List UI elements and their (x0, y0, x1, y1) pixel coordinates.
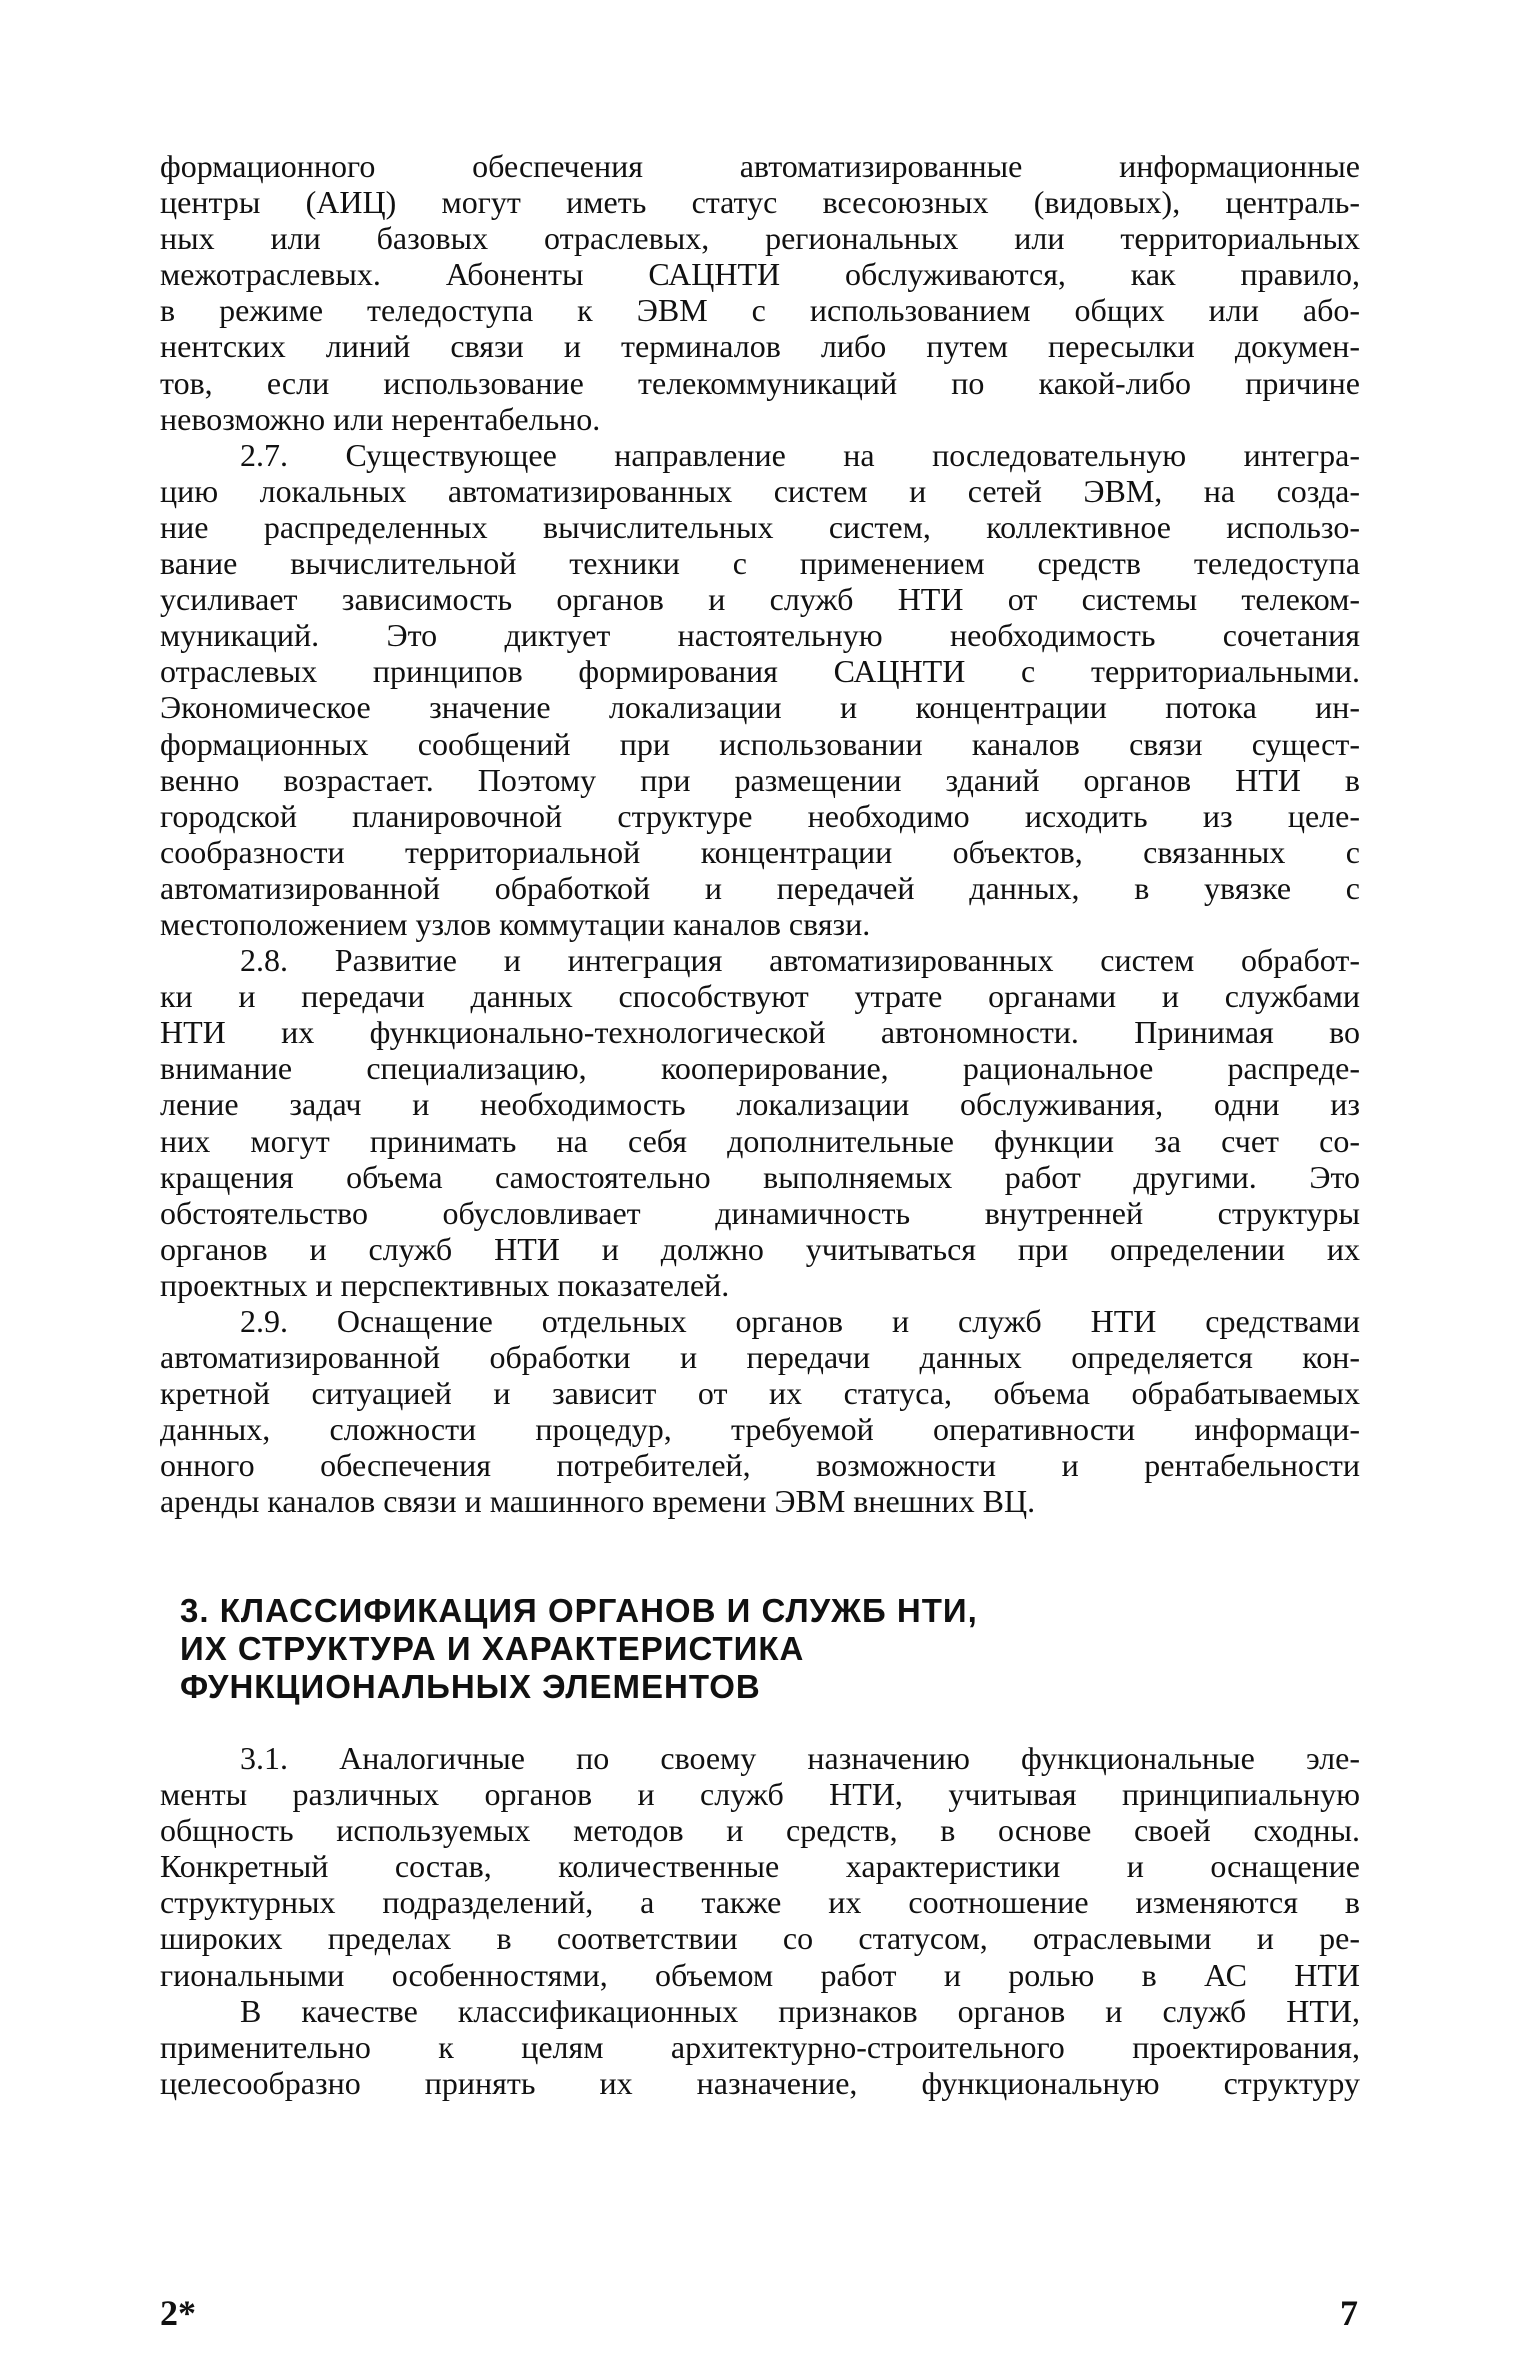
text-line: применительно к целям архитектурно-строительного проектирования, (160, 2028, 1360, 2065)
text-line: центры (АИЦ) могут иметь статус всесоюзных (видовых), централь- (160, 184, 1360, 221)
text-line: общность используемых методов и средств, в основе своей сходны. (160, 1812, 1360, 1849)
text-line: отраслевых принципов формирования САЦНТИ с территориальными. (160, 653, 1360, 690)
text-line: венно возрастает. Поэтому при размещении зданий органов НТИ в (160, 761, 1360, 798)
paragraph-2-8 (160, 942, 1360, 1303)
text-line: менты различных органов и служб НТИ, учитывая принципиальную (160, 1776, 1360, 1813)
text-line: невозможно или нерентабельно. (160, 400, 601, 437)
text-line: целесообразно принять их назначение, функциональную структуру (160, 2064, 1360, 2101)
text-line: городской планировочной структуре необходимо исходить из целе- (160, 797, 1360, 834)
text-line: проектных и перспективных показателей. (160, 1266, 730, 1303)
text-line: в режиме теледоступа к ЭВМ с использованием общих или або- (160, 292, 1360, 329)
text-line: НТИ их функционально-технологической автономности. Принимая во (160, 1014, 1360, 1051)
text-line: вание вычислительной техники с применением средств теледоступа (160, 545, 1360, 582)
text-line: нентских линий связи и терминалов либо путем пересылки докумен- (160, 328, 1360, 365)
paragraph-3-1b (160, 1993, 1360, 2101)
text-line: муникаций. Это диктует настоятельную необходимость сочетания (160, 617, 1360, 654)
text-line: 2.8. Развитие и интеграция автоматизированных систем обработ- (240, 942, 1360, 979)
text-line: сообразности территориальной концентрации объектов, связанных с (160, 833, 1360, 870)
text-line: тов, если использование телекоммуникаций по какой-либо причине (160, 364, 1360, 401)
text-line: данных, сложности процедур, требуемой оперативности информаци- (160, 1411, 1360, 1448)
paragraph-3-1 (160, 1740, 1360, 1993)
section-heading (180, 1592, 978, 1706)
text-line: аренды каналов связи и машинного времени ЭВМ внешних ВЦ. (160, 1483, 1036, 1520)
text-line: кретной ситуацией и зависит от их статуса, объема обрабатываемых (160, 1375, 1360, 1412)
text-line: кращения объема самостоятельно выполняемых работ другими. Это (160, 1158, 1360, 1195)
text-line: структурных подразделений, а также их соотношение изменяются в (160, 1884, 1360, 1921)
text-line: обстоятельство обусловливает динамичность внутренней структуры (160, 1194, 1360, 1231)
text-line: автоматизированной обработкой и передачей данных, в увязке с (160, 869, 1360, 906)
paragraph-cont (160, 148, 1360, 437)
text-line: местоположением узлов коммутации каналов связи. (160, 905, 871, 942)
paragraph-2-9 (160, 1303, 1360, 1520)
text-line: 2.9. Оснащение отдельных органов и служб НТИ средствами (240, 1303, 1360, 1339)
text-line: широких пределах в соответствии со статусом, отраслевыми и ре- (160, 1920, 1360, 1957)
text-line: онного обеспечения потребителей, возможности и рентабельности (160, 1447, 1360, 1484)
text-line: Экономическое значение локализации и концентрации потока ин- (160, 689, 1360, 726)
body-text-bottom (160, 1740, 1360, 2101)
text-line: ние распределенных вычислительных систем, коллективное использо- (160, 508, 1360, 545)
text-line: гиональными особенностями, объемом работ и ролью в АС НТИ (160, 1956, 1360, 1993)
text-line: межотраслевых. Абоненты САЦНТИ обслуживаются, как правило, (160, 256, 1360, 293)
text-line: формационных сообщений при использовании каналов связи сущест- (160, 725, 1360, 762)
text-line: них могут принимать на себя дополнительные функции за счет со- (160, 1122, 1360, 1159)
heading-line: 3. КЛАССИФИКАЦИЯ ОРГАНОВ И СЛУЖБ НТИ, (180, 1592, 978, 1629)
text-line: внимание специализацию, кооперирование, рациональное распреде- (160, 1050, 1360, 1087)
text-line: 2.7. Существующее направление на последовательную интегра- (240, 436, 1360, 473)
paragraph-2-7 (160, 437, 1360, 942)
body-text-top (160, 148, 1360, 1520)
text-line: ление задач и необходимость локализации обслуживания, одни из (160, 1086, 1360, 1123)
text-line: автоматизированной обработки и передачи данных определяется кон- (160, 1339, 1360, 1376)
page-number: 7 (1340, 2293, 1358, 2333)
heading-line: ФУНКЦИОНАЛЬНЫХ ЭЛЕМЕНТОВ (180, 1668, 761, 1705)
text-line: цию локальных автоматизированных систем и сетей ЭВМ, на созда- (160, 472, 1360, 509)
text-line: ки и передачи данных способствуют утрате органами и службами (160, 978, 1360, 1015)
heading-line: ИХ СТРУКТУРА И ХАРАКТЕРИСТИКА (180, 1630, 805, 1667)
text-line: усиливает зависимость органов и служб НТИ от системы телеком- (160, 581, 1360, 618)
text-line: В качестве классификационных признаков органов и служб НТИ, (240, 1992, 1360, 2029)
text-line: ных или базовых отраслевых, региональных или территориальных (160, 220, 1360, 257)
text-line: органов и служб НТИ и должно учитываться при определении их (160, 1230, 1360, 1267)
signature-mark: 2* (160, 2293, 196, 2333)
text-line: 3.1. Аналогичные по своему назначению функциональные эле- (240, 1740, 1360, 1776)
text-line: Конкретный состав, количественные характеристики и оснащение (160, 1848, 1360, 1885)
text-line: формационного обеспечения автоматизированные информационные (160, 148, 1360, 184)
